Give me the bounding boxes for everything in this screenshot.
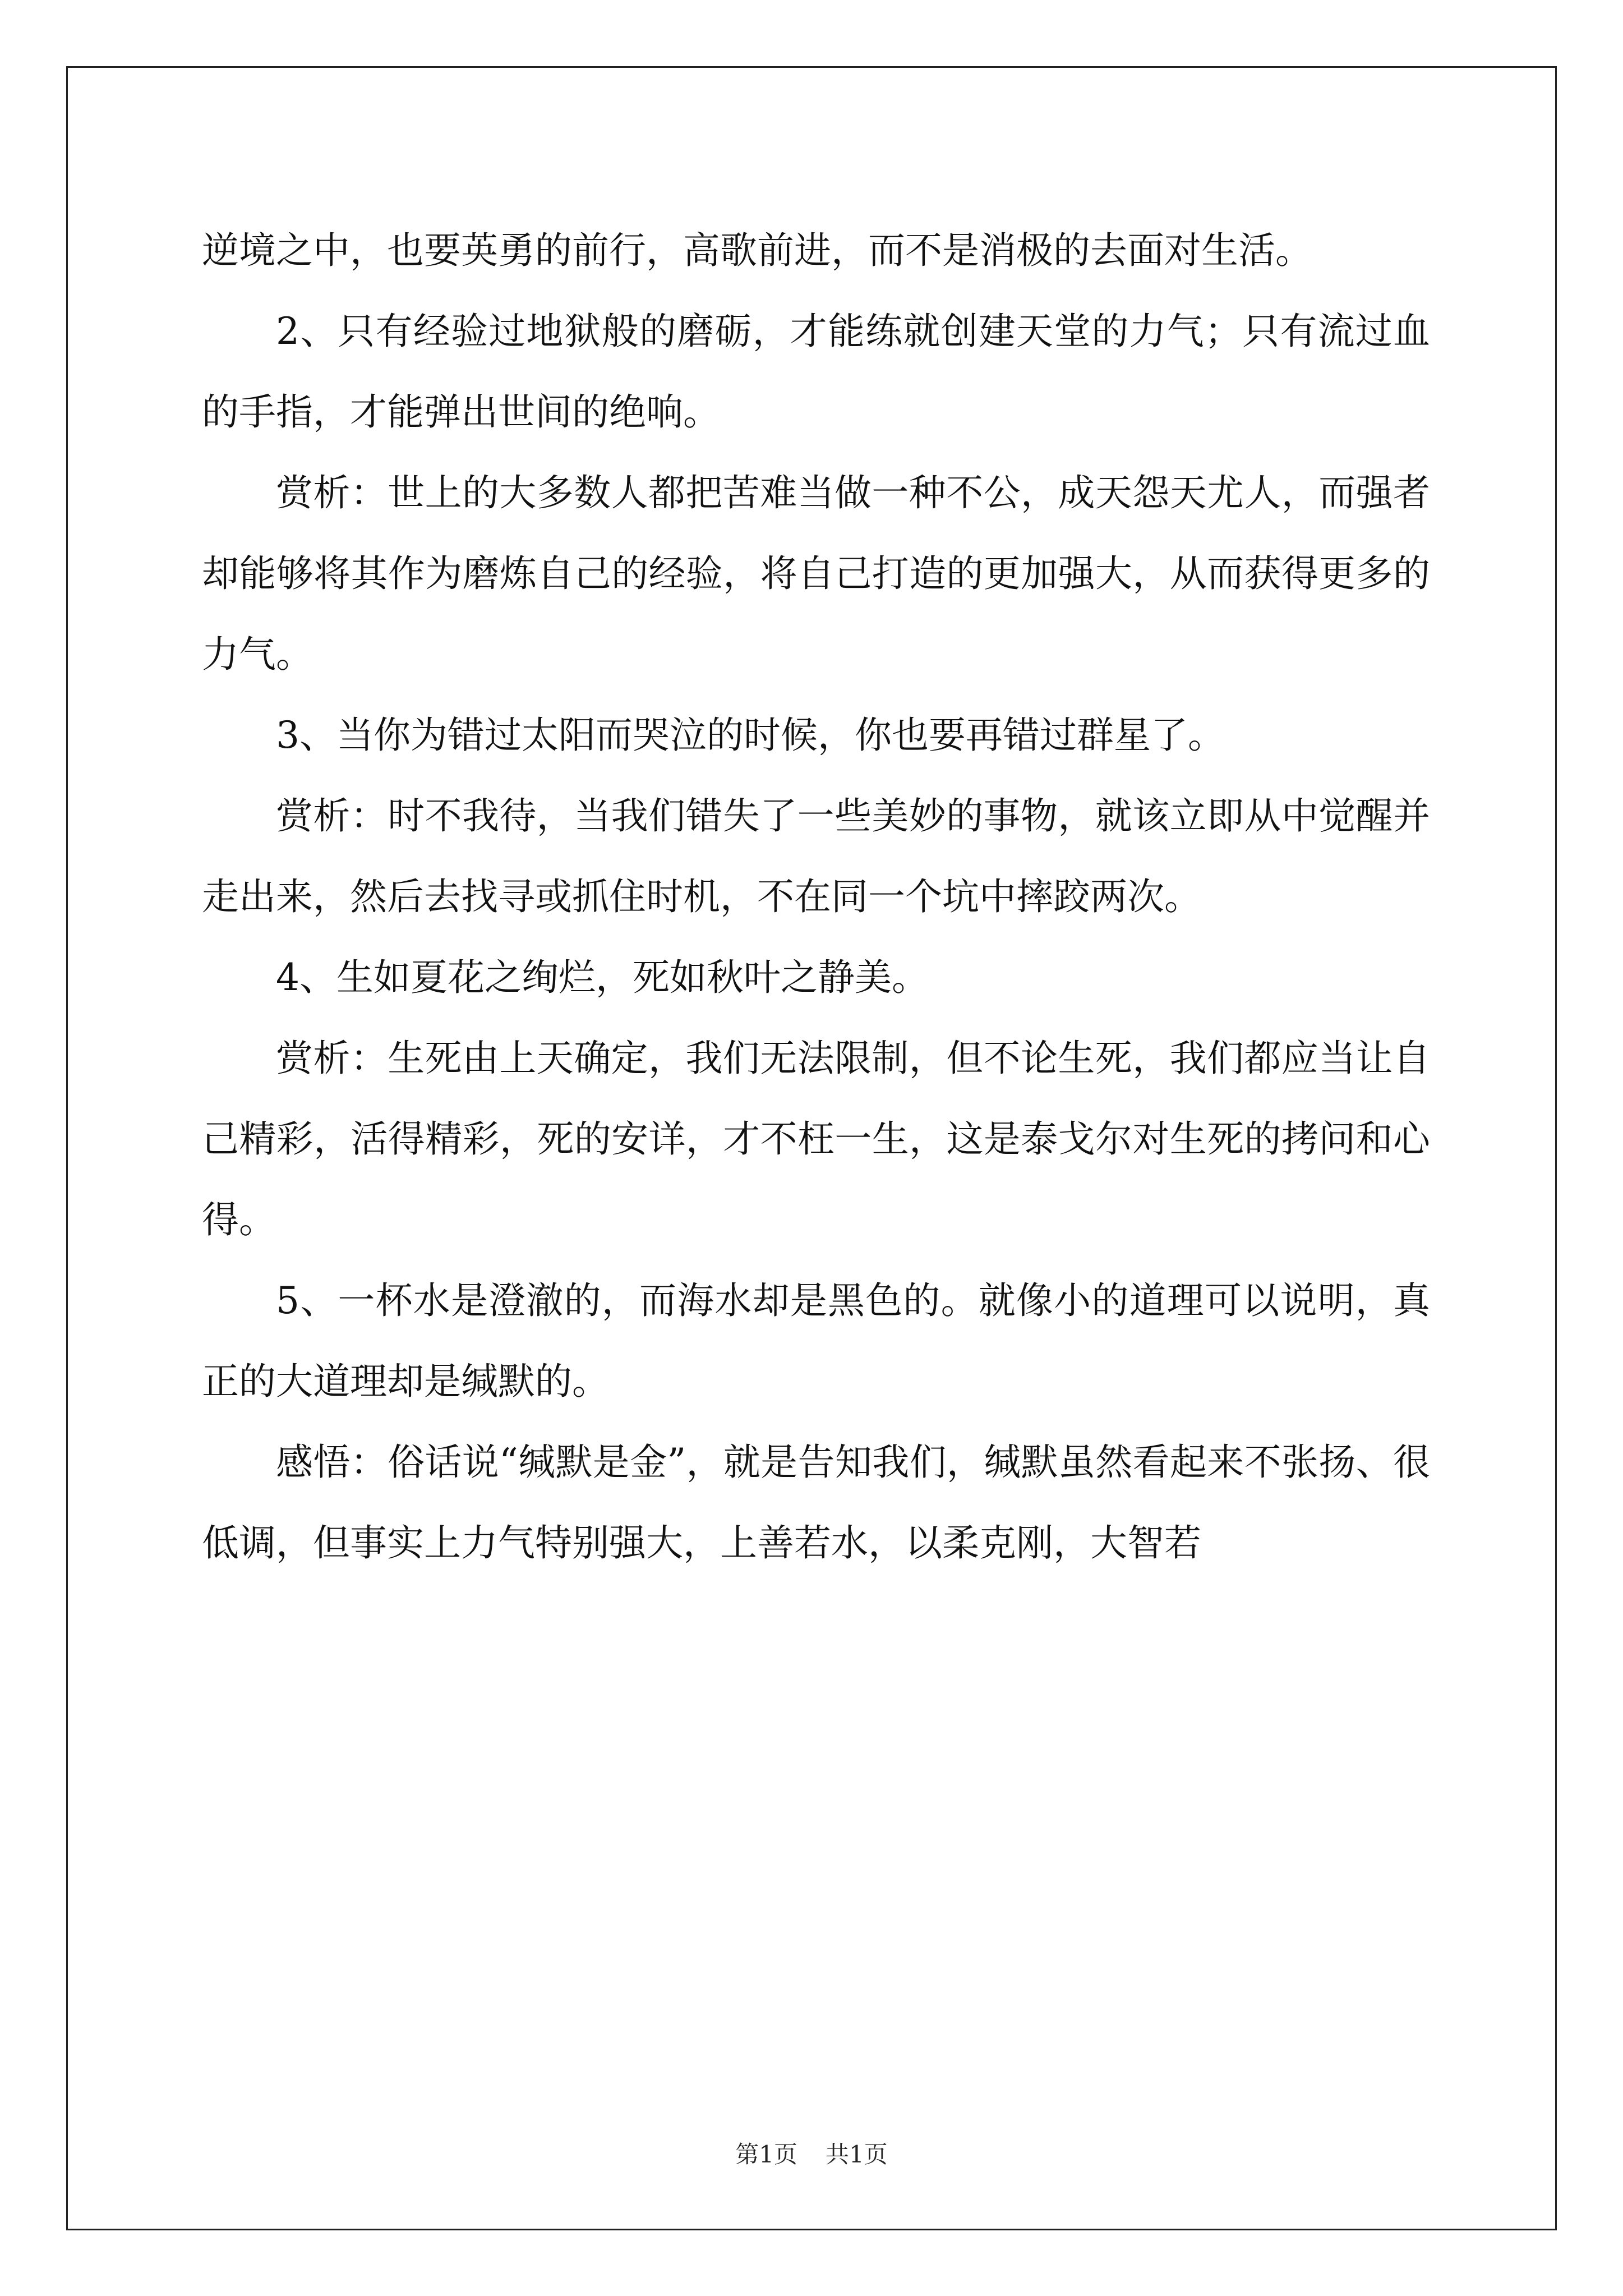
paragraph-4: 3、当你为错过太阳而哭泣的时候，你也要再错过群星了。 bbox=[276, 714, 1225, 757]
paragraph-5: 赏析：时不我待，当我们错失了一些美妙的事物，就该立即从中觉醒并走出来，然后去找寻或抓住时机，不在同一个坑中摔跤两次。 bbox=[202, 794, 1430, 918]
paragraph-2: 2、只有经验过地狱般的磨砺，才能练就创建天堂的力气；只有流过血的手指，才能弹出世间的绝响。 bbox=[202, 310, 1430, 434]
page-total: 共1页 bbox=[826, 2141, 888, 2168]
page-footer bbox=[0, 2136, 1623, 2170]
paragraph-1: 逆境之中，也要英勇的前行，高歌前进，而不是消极的去面对生活。 bbox=[202, 229, 1312, 272]
paragraph-6: 4、生如夏花之绚烂，死如秋叶之静美。 bbox=[276, 956, 929, 999]
page-number: 第1页 bbox=[735, 2141, 797, 2168]
document-body bbox=[202, 210, 1430, 1584]
paragraph-8: 5、一杯水是澄澈的，而海水却是黑色的。就像小的道理可以说明，真正的大道理却是缄默的。 bbox=[202, 1279, 1430, 1403]
paragraph-9: 感悟：俗话说“缄默是金”，就是告知我们，缄默虽然看起来不张扬、很低调，但事实上力气特别强大，上善若水，以柔克刚，大智若 bbox=[202, 1441, 1430, 1565]
paragraph-3: 赏析：世上的大多数人都把苦难当做一种不公，成天怨天尤人，而强者却能够将其作为磨炼自己的经验，将自己打造的更加强大，从而获得更多的力气。 bbox=[202, 471, 1430, 676]
paragraph-7: 赏析：生死由上天确定，我们无法限制，但不论生死，我们都应当让自己精彩，活得精彩，死的安详，才不枉一生，这是泰戈尔对生死的拷问和心得。 bbox=[202, 1037, 1430, 1241]
